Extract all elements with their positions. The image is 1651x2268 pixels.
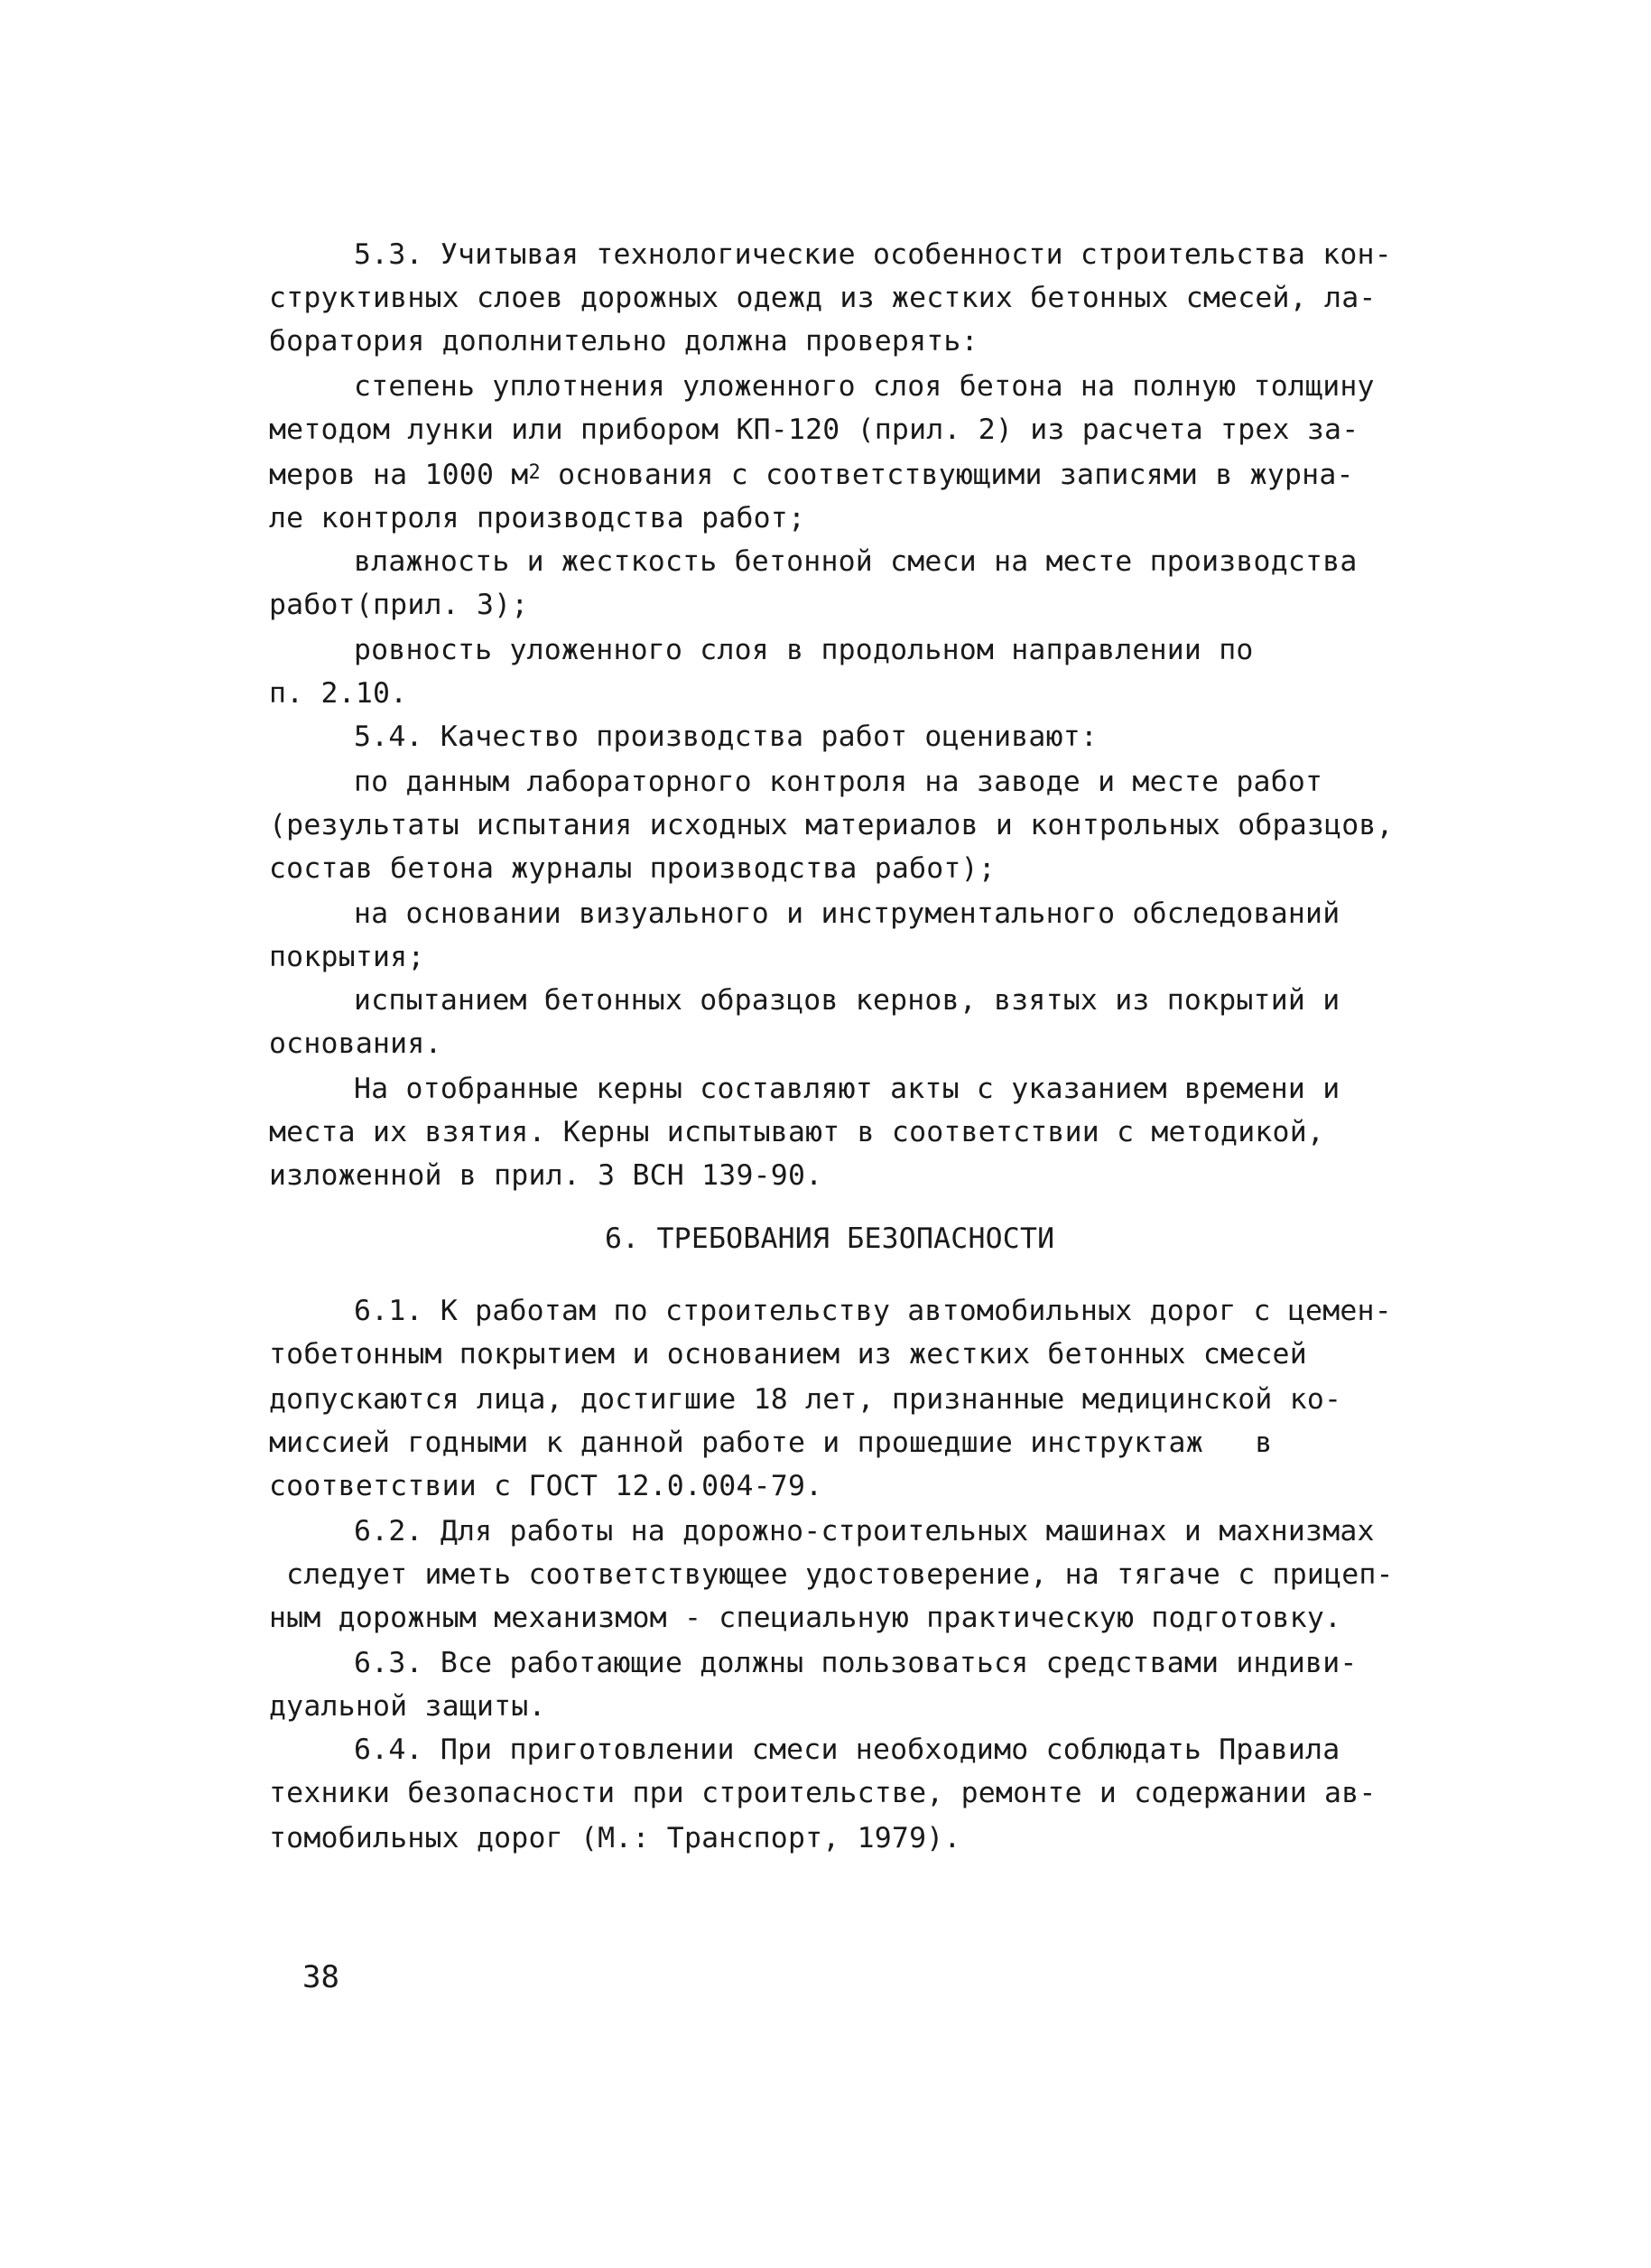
para-6-1-line-4: миссией годными к данной работе и прошедшие инструктаж в [269,1427,1273,1459]
cores-acts-line-3: изложенной в прил. 3 ВСН 139-90. [269,1159,823,1192]
lab-control-line-1: по данным лабораторного контроля на заводе и месте работ [354,766,1323,798]
lab-control-line-2: (результаты испытания исходных материалов и контрольных образцов, [269,809,1394,841]
para-6-3-line-2: дуальной защиты. [269,1690,546,1723]
para-6-1-line-2: тобетонным покрытием и основанием из жестких бетонных смесей [269,1338,1307,1371]
moisture-line-1: влажность и жесткость бетонной смеси на месте производства [354,545,1358,578]
evenness-line-1: ровность уложенного слоя в продольном направлении по [354,634,1254,666]
section-6-heading: 6. ТРЕБОВАНИЯ БЕЗОПАСНОСТИ [605,1222,1055,1255]
compaction-line-3-after: основания с соответствующими записями в журна- [540,459,1354,491]
para-5-3-line-1: 5.3. Учитывая технологические особенности строительства кон- [354,238,1392,271]
para-5-4: 5.4. Качество производства работ оценивают: [354,720,1099,753]
para-6-4-line-2: техники безопасности при строительстве, ремонте и содержании ав- [269,1777,1377,1809]
page-number: 38 [302,1959,339,1995]
compaction-line-2: методом лунки или прибором КП-120 (прил. 2) из расчета трех за- [269,414,1359,446]
visual-line-1: на основании визуального и инструментального обследований [354,897,1340,930]
cores-test-line-1: испытанием бетонных образцов кернов, взятых из покрытий и [354,984,1340,1017]
lab-control-line-3: состав бетона журналы производства работ); [269,852,996,885]
para-6-1-line-5: соответствии с ГОСТ 12.0.004-79. [269,1470,823,1502]
cores-acts-line-1: На отобранные керны составляют акты с указанием времени и [354,1073,1340,1105]
para-6-4-line-1: 6.4. При приготовлении смеси необходимо соблюдать Правила [354,1734,1340,1766]
para-6-3-line-1: 6.3. Все работающие должны пользоваться средствами индиви- [354,1647,1358,1679]
para-6-4-line-3: томобильных дорог (М.: Транспорт, 1979). [269,1822,961,1854]
moisture-line-2: работ(прил. 3); [269,589,529,621]
visual-line-2: покрытия; [269,941,425,973]
compaction-line-1: степень уплотнения уложенного слоя бетона на полную толщину [354,370,1375,403]
para-6-1-line-3: допускаются лица, достигшие 18 лет, признанные медицинской ко- [269,1383,1342,1416]
compaction-line-3-before: меров на 1000 м [269,459,529,491]
para-6-2-line-3: ным дорожным механизмом - специальную практическую подготовку. [269,1602,1342,1634]
para-5-3-line-3: боратория дополнительно должна проверять: [269,325,979,358]
para-6-1-line-1: 6.1. К работам по строительству автомобильных дорог с цемен- [354,1295,1392,1327]
compaction-line-3 [269,457,1354,497]
para-6-2-line-2: следует иметь соответствующее удостоверение, на тягаче с прицеп- [269,1558,1394,1591]
compaction-line-4: ле контроля производства работ; [269,502,806,534]
evenness-line-2: п. 2.10. [269,677,408,710]
cores-test-line-2: основания. [269,1027,442,1060]
para-5-3-line-2: структивных слоев дорожных одежд из жестких бетонных смесей, ла- [269,282,1377,314]
square-superscript: 2 [528,461,541,484]
para-6-2-line-1: 6.2. Для работы на дорожно-строительных машинах и махнизмах [354,1515,1375,1548]
cores-acts-line-2: места их взятия. Керны испытывают в соответствии с методикой, [269,1116,1325,1148]
